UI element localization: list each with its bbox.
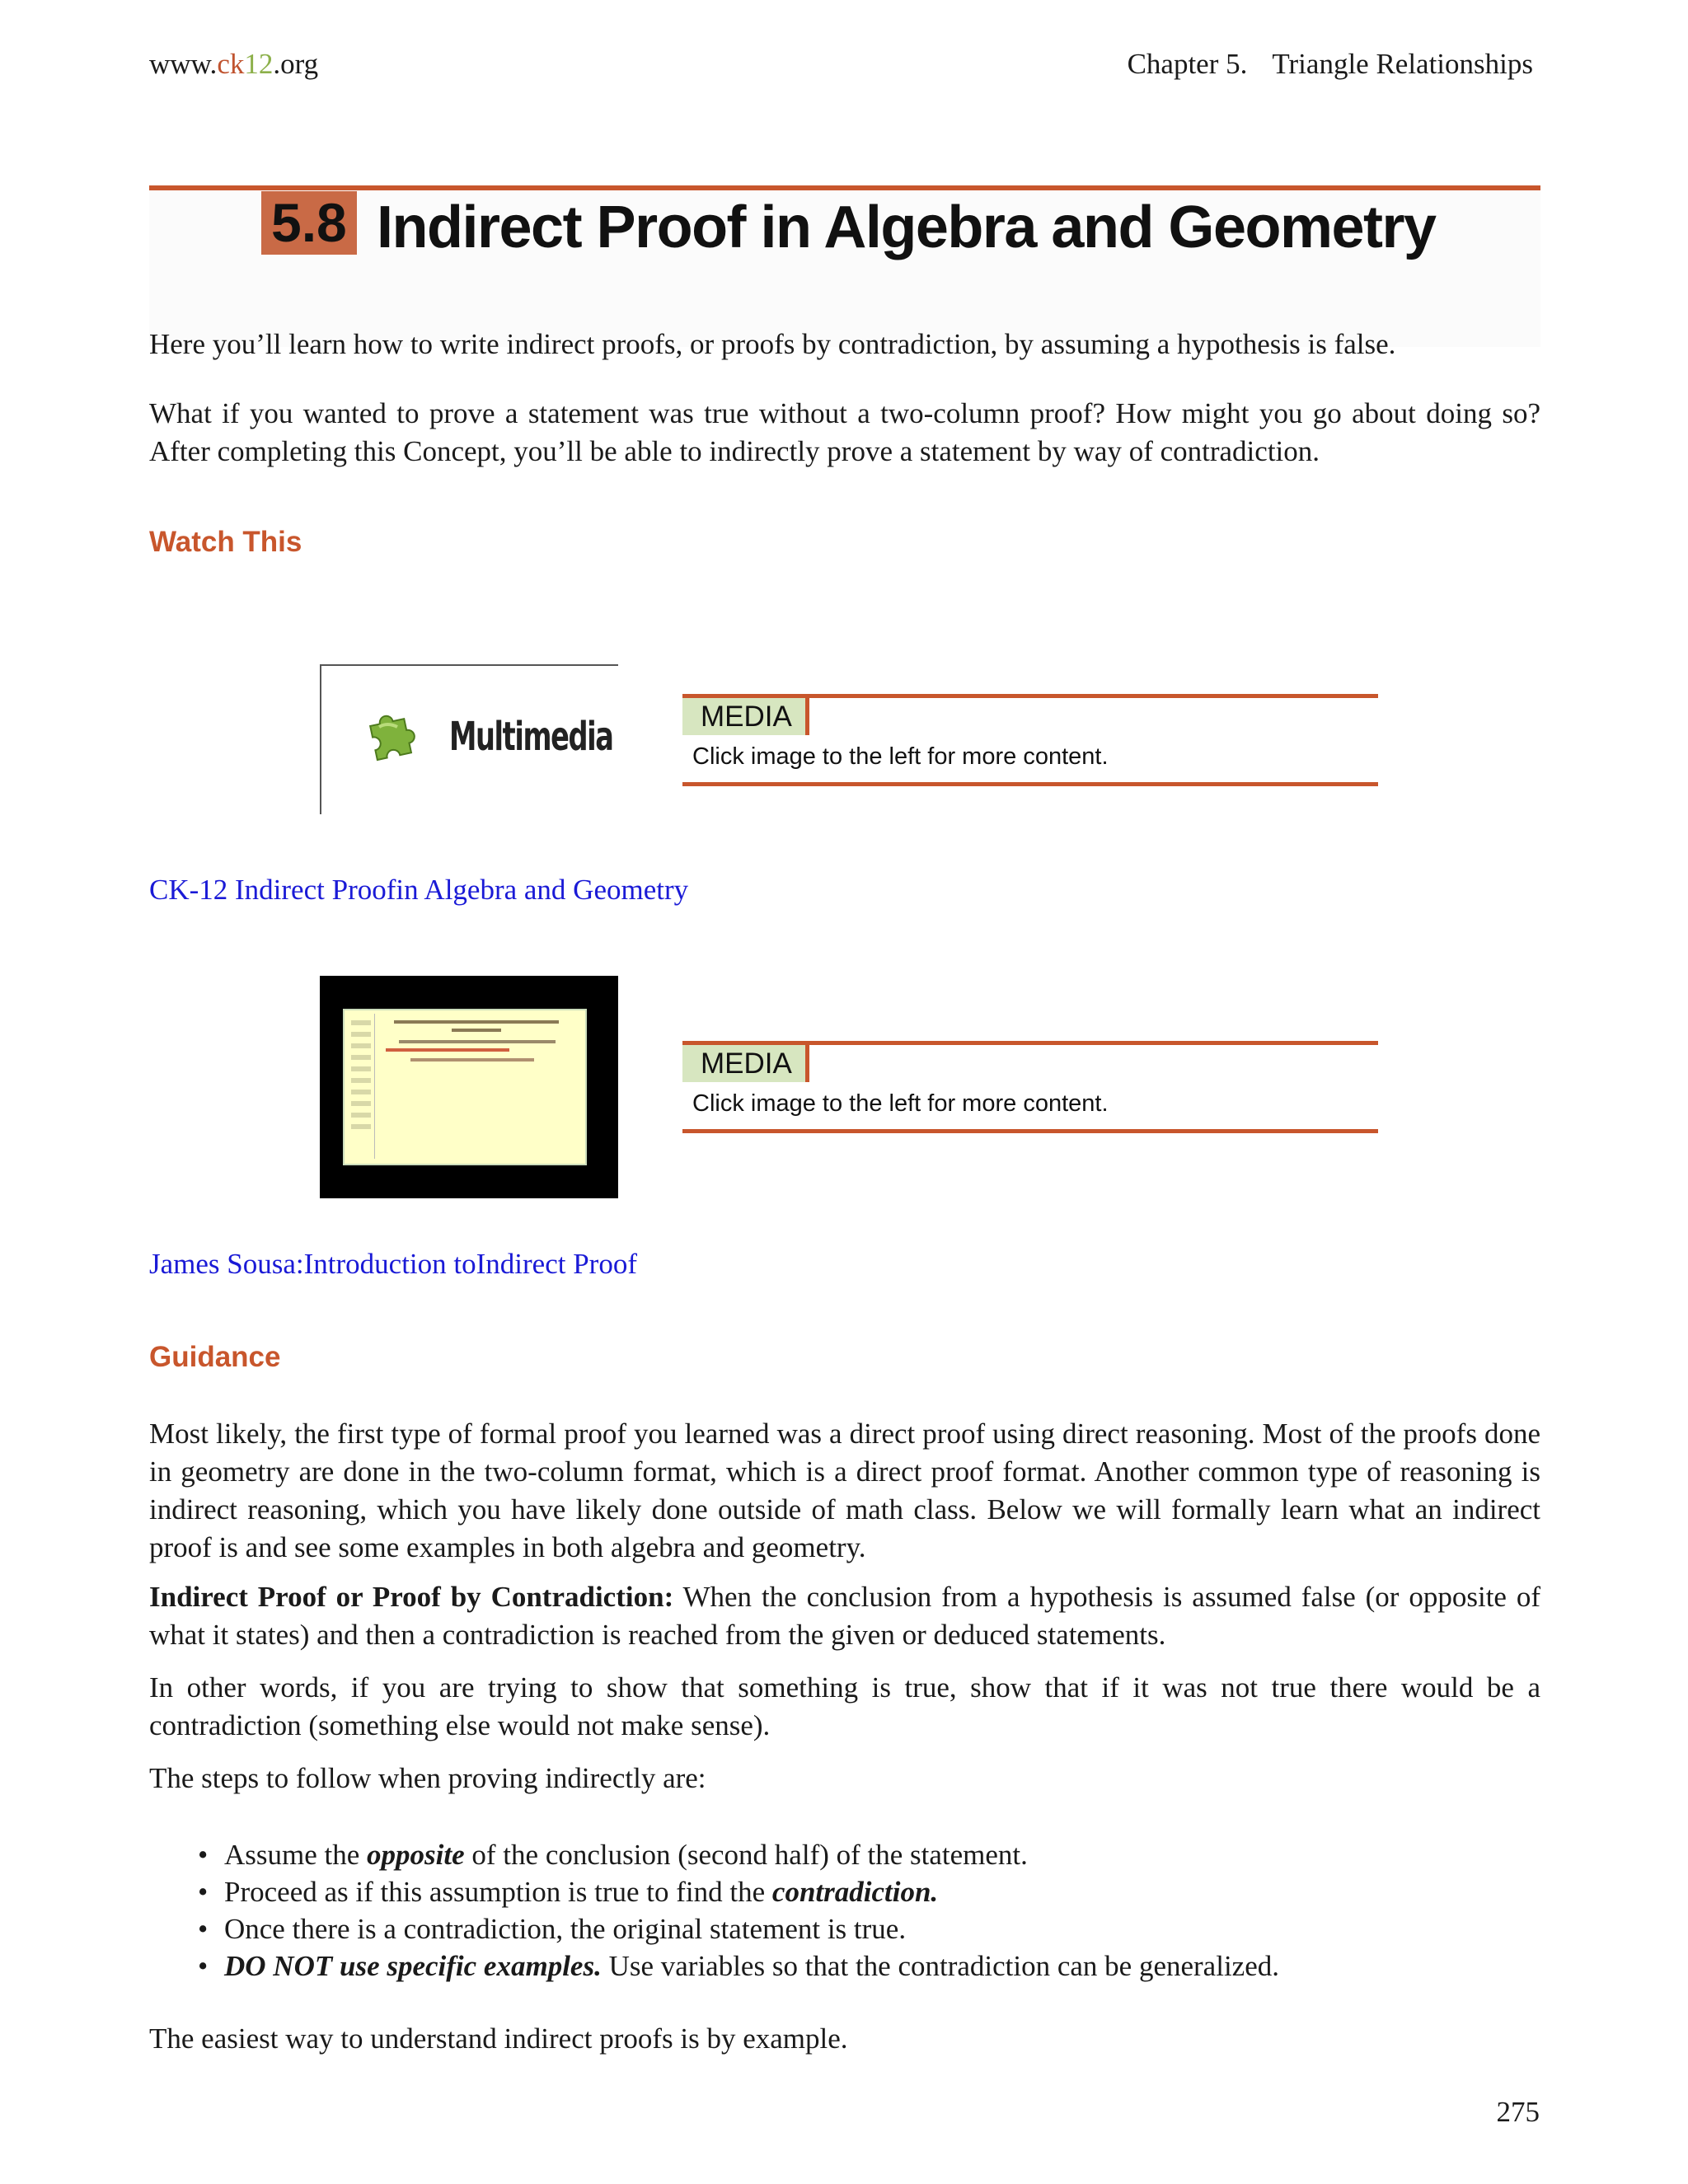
guidance-paragraph-4: The steps to follow when proving indirectly are: bbox=[149, 1762, 706, 1794]
video-thumbnail[interactable] bbox=[320, 976, 618, 1198]
media-tag: MEDIA bbox=[682, 1045, 809, 1082]
slide-text-line bbox=[410, 1058, 534, 1062]
multimedia-thumbnail[interactable] bbox=[320, 664, 618, 814]
slide-text-line bbox=[399, 1040, 556, 1043]
media-rule-bottom bbox=[682, 782, 1378, 786]
section-number: 5.8 bbox=[261, 191, 357, 255]
list-item: • Proceed as if this assumption is true to find the contradiction. bbox=[198, 1876, 939, 1908]
page-number: 275 bbox=[1496, 2096, 1540, 2128]
watch-this-heading: Watch This bbox=[149, 526, 302, 558]
media-link-sousa[interactable]: James Sousa:Introduction toIndirect Proof bbox=[149, 1248, 637, 1280]
url-ck: ck bbox=[217, 48, 245, 80]
definition-term: Indirect Proof or Proof by Contradiction: bbox=[149, 1581, 674, 1613]
section-title: Indirect Proof in Algebra and Geometry bbox=[377, 194, 1436, 260]
intro-paragraph-1: Here you’ll learn how to write indirect proofs, or proofs by contradiction, by assuming a hypothesis is false. bbox=[149, 328, 1396, 360]
definition-text: When the conclusion from a hypothesis is assumed false (or opposite of what it states) and then a contradiction is reached from the given or deduced statements. bbox=[149, 1581, 1540, 1651]
media-rule-bottom bbox=[682, 1129, 1378, 1133]
site-url bbox=[149, 48, 318, 81]
media-tag: MEDIA bbox=[682, 698, 809, 735]
closing-paragraph: The easiest way to understand indirect proofs is by example. bbox=[149, 2022, 848, 2055]
list-item: • Assume the opposite of the conclusion (second half) of the statement. bbox=[198, 1839, 1028, 1871]
media-caption: Click image to the left for more content. bbox=[692, 1090, 1109, 1117]
url-prefix: www. bbox=[149, 48, 218, 80]
chapter-number: Chapter 5. bbox=[1127, 48, 1248, 80]
steps-list bbox=[190, 1836, 1508, 1985]
guidance-paragraph-1: Most likely, the first type of formal proof you learned was a direct proof using direct reasoning. Most of the proofs done in geometry are done in the two-column format, which is a direct proof format. Another common type of reasoning is indirect reasoning, which you have likely done outside of math class. Below we will formally learn what an indirect proof is and see some examples in both algebra and geometry. bbox=[149, 1418, 1540, 1563]
media-link-ck12[interactable]: CK-12 Indirect Proofin Algebra and Geometry bbox=[149, 874, 689, 906]
video-screen bbox=[343, 1009, 587, 1165]
slide-text-line bbox=[394, 1020, 559, 1024]
slide-sidebar bbox=[348, 1014, 375, 1159]
chapter-title: Triangle Relationships bbox=[1272, 48, 1533, 80]
url-suffix: .org bbox=[273, 48, 319, 80]
puzzle-piece-icon bbox=[361, 705, 420, 765]
running-header bbox=[149, 48, 1533, 86]
list-item: • Once there is a contradiction, the original statement is true. bbox=[198, 1913, 907, 1945]
guidance-paragraph-3: In other words, if you are trying to show that something is true, show that if it was not true there would be a contradiction (something else would not make sense). bbox=[149, 1671, 1540, 1741]
chapter-reference bbox=[1128, 48, 1533, 81]
list-item: • DO NOT use specific examples. Use variables so that the contradiction can be generalized. bbox=[198, 1950, 1279, 1982]
media-caption: Click image to the left for more content. bbox=[692, 743, 1109, 770]
url-12: 12 bbox=[244, 48, 274, 80]
intro-paragraph-2: What if you wanted to prove a statement was true without a two-column proof? How might you go about doing so? After completing this Concept, you’ll be able to indirectly prove a statement by way of contradiction. bbox=[149, 397, 1540, 467]
guidance-heading: Guidance bbox=[149, 1341, 281, 1373]
slide-text-line bbox=[386, 1048, 509, 1052]
slide-text-line bbox=[452, 1029, 501, 1032]
definition-paragraph bbox=[149, 1578, 1540, 1654]
multimedia-label: Multimedia bbox=[449, 714, 613, 760]
